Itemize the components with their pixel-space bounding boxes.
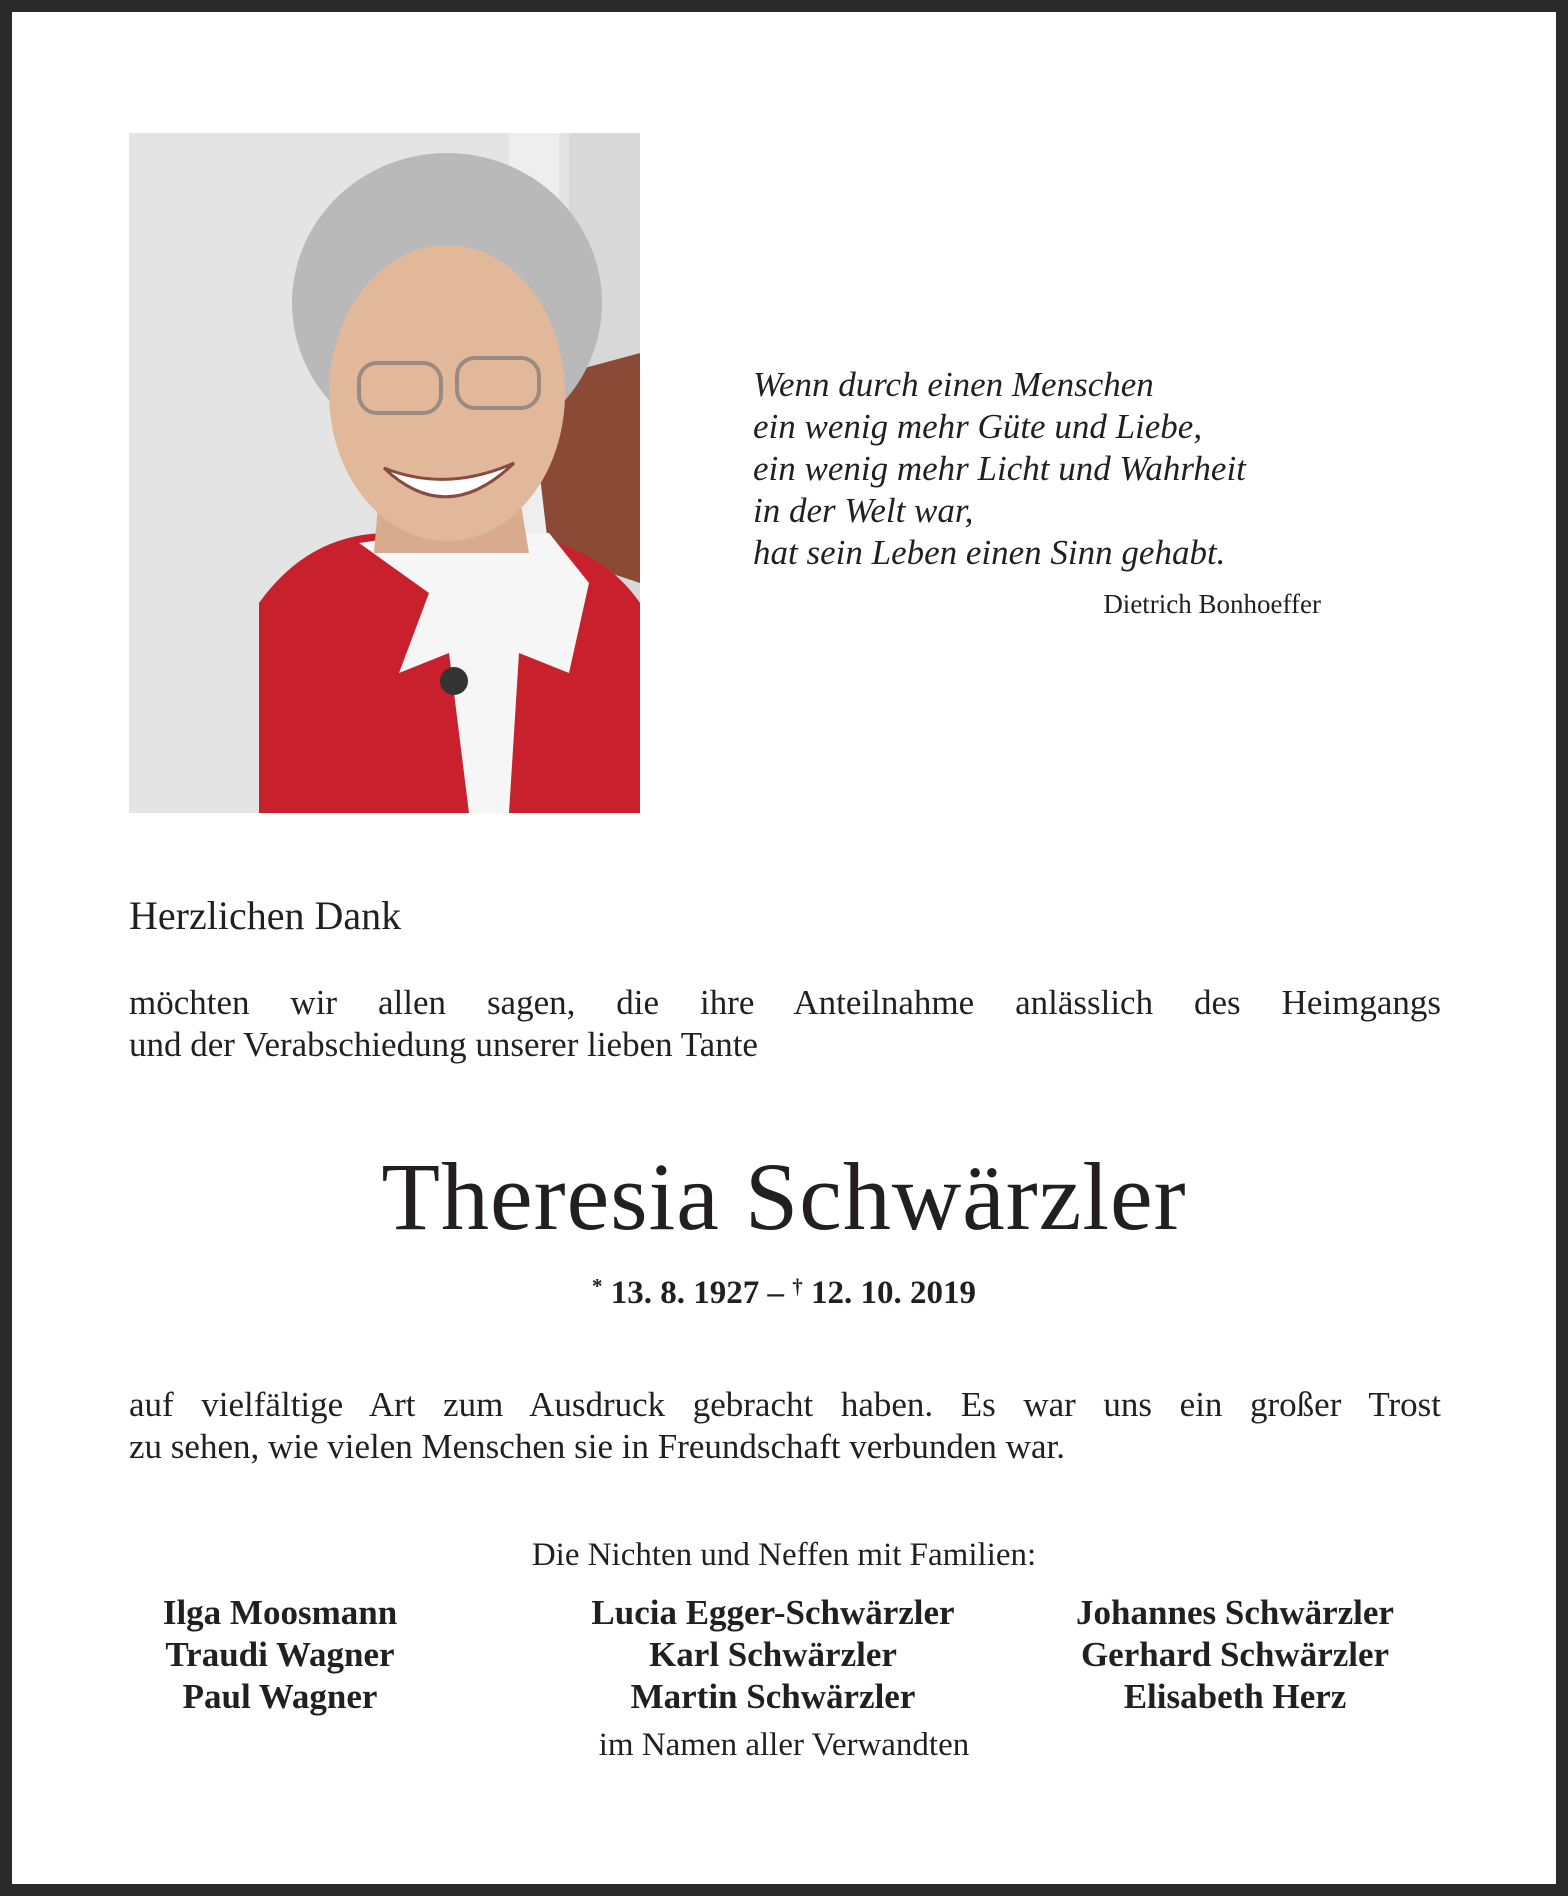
intro-text	[129, 982, 1441, 1066]
relative-name: Gerhard Schwärzler	[1080, 1635, 1390, 1674]
footer-line: im Namen aller Verwandten	[598, 1727, 970, 1763]
life-dates	[12, 1274, 1556, 1312]
quote-line: hat sein Leben einen Sinn gehabt.	[753, 533, 1226, 572]
death-symbol: †	[792, 1274, 803, 1298]
closing-line-2: zu sehen, wie vielen Menschen sie in Freundschaft verbunden war.	[129, 1427, 1065, 1466]
relative-name: Lucia Egger-Schwärzler	[591, 1593, 955, 1632]
relative-name: Karl Schwärzler	[649, 1635, 897, 1674]
relative-name: Elisabeth Herz	[1123, 1677, 1347, 1716]
birth-symbol: *	[592, 1274, 603, 1298]
quote-line: ein wenig mehr Güte und Liebe,	[753, 407, 1203, 446]
closing-text	[129, 1384, 1441, 1468]
closing-line-1: auf vielfältige Art zum Ausdruck gebracht haben. Es war uns ein großer Trost	[129, 1385, 1441, 1424]
portrait-photo	[129, 133, 640, 813]
relative-name: Martin Schwärzler	[630, 1677, 916, 1716]
names-column-2	[542, 1592, 1004, 1718]
quote	[753, 364, 1353, 574]
heading: Herzlichen Dank	[129, 893, 402, 938]
quote-author: Dietrich Bonhoeffer	[1103, 589, 1321, 619]
quote-line: ein wenig mehr Licht und Wahrheit	[753, 449, 1246, 488]
intro-line-2: und der Verabschiedung unserer lieben Tante	[129, 1025, 758, 1064]
relative-name: Johannes Schwärzler	[1076, 1593, 1394, 1632]
quote-line: in der Welt war,	[753, 491, 974, 530]
death-date: 12. 10. 2019	[811, 1275, 976, 1311]
portrait-illustration	[129, 133, 640, 813]
deceased-name: Theresia Schwärzler	[381, 1143, 1187, 1250]
relative-name: Ilga Moosmann	[162, 1593, 398, 1632]
relative-name: Traudi Wagner	[165, 1635, 395, 1674]
birth-date: 13. 8. 1927	[610, 1275, 760, 1311]
families-label: Die Nichten und Neffen mit Familien:	[531, 1537, 1037, 1573]
date-separator: –	[767, 1275, 784, 1311]
intro-line-1: möchten wir allen sagen, die ihre Anteilnahme anlässlich des Heimgangs	[129, 983, 1441, 1022]
obituary-card	[12, 12, 1556, 1884]
relative-name: Paul Wagner	[182, 1677, 378, 1716]
names-column-3	[1030, 1592, 1440, 1718]
quote-line: Wenn durch einen Menschen	[753, 365, 1154, 404]
names-column-1	[129, 1592, 431, 1718]
